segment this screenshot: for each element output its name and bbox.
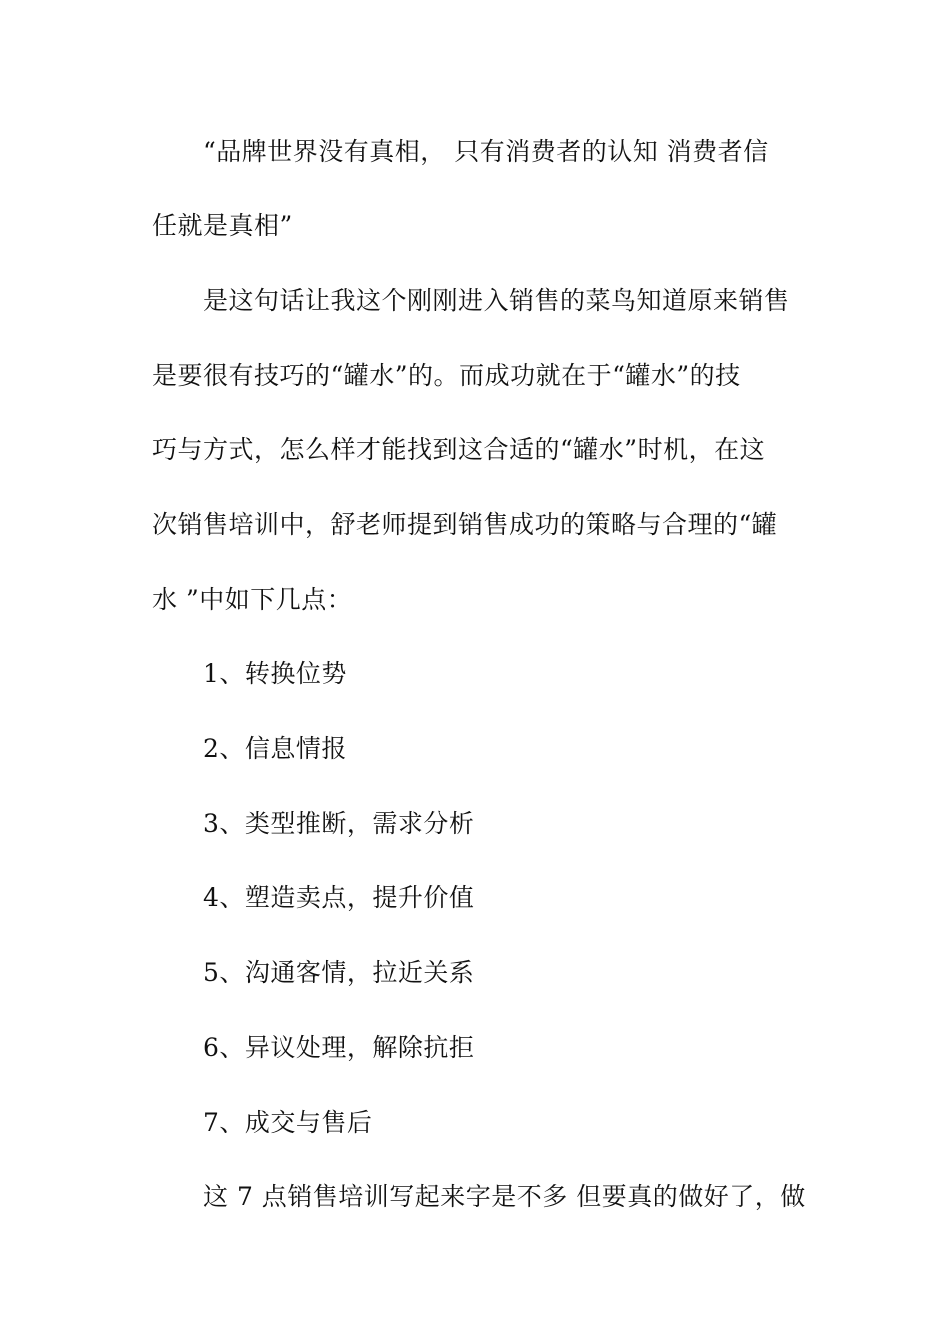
- paragraph-intro-line-5: 水 ”中如下几点：: [152, 585, 353, 614]
- list-item-6: 6、异议处理，解除抗拒: [203, 1033, 475, 1062]
- list-item-1: 1、转换位势: [203, 659, 347, 688]
- paragraph-intro-line-1: 是这句话让我这个刚刚进入销售的菜鸟知道原来销售: [203, 286, 790, 315]
- paragraph-quote-line-2: 任就是真相”: [152, 211, 293, 240]
- list-item-2: 2、信息情报: [203, 734, 347, 763]
- paragraph-intro-line-2: 是要很有技巧的“罐水”的。而成功就在于“罐水”的技: [152, 361, 741, 390]
- list-item-5: 5、沟通客情，拉近关系: [203, 958, 475, 987]
- list-item-4: 4、塑造卖点，提升价值: [203, 883, 475, 912]
- paragraph-intro-line-3: 巧与方式，怎么样才能找到这合适的“罐水”时机，在这: [152, 435, 766, 464]
- list-item-3: 3、类型推断，需求分析: [203, 809, 475, 838]
- paragraph-closing-line-1: 这 7 点销售培训写起来字是不多 但要真的做好了，做: [203, 1182, 806, 1211]
- list-item-7: 7、成交与售后: [203, 1108, 373, 1137]
- paragraph-quote-line-1: “品牌世界没有真相， 只有消费者的认知 消费者信: [203, 137, 769, 166]
- paragraph-intro-line-4: 次销售培训中，舒老师提到销售成功的策略与合理的“罐: [152, 510, 778, 539]
